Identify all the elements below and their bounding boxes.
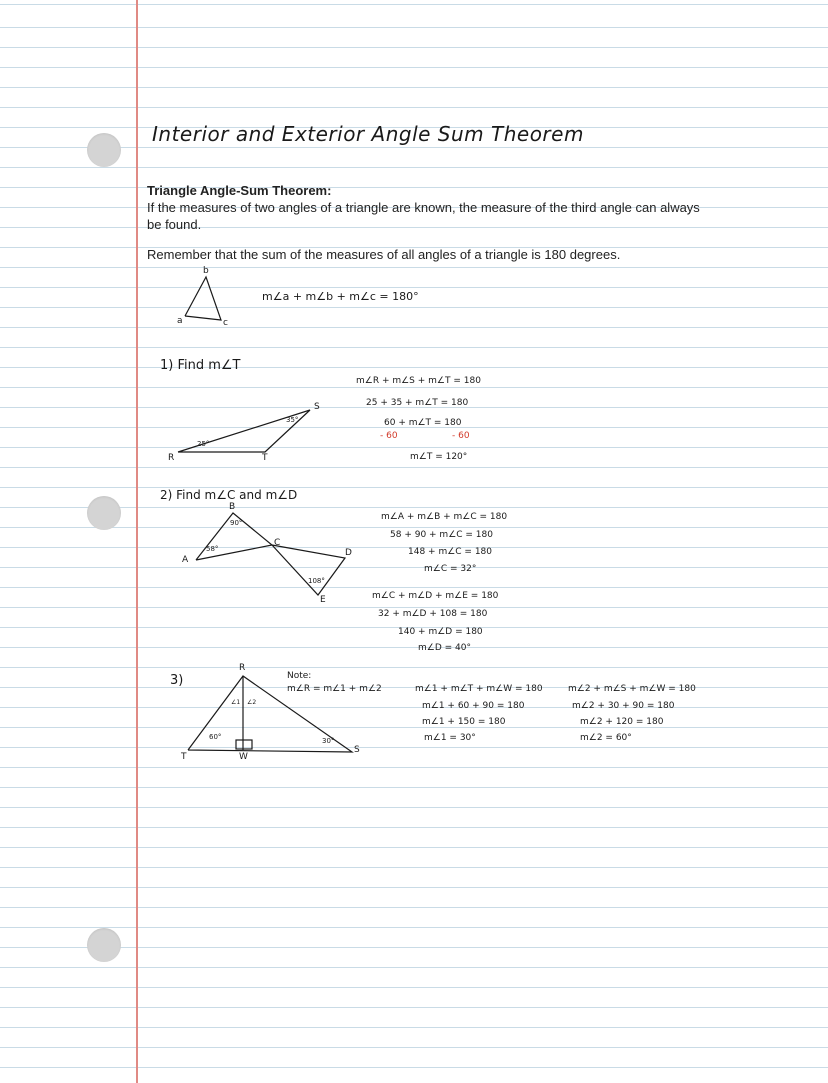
p3-1-step-4: m∠1 = 30° — [424, 733, 476, 743]
triangle-cde — [272, 545, 345, 595]
problem2-label: 2) Find m∠C and m∠D — [160, 488, 298, 502]
problem1-label: 1) Find m∠T — [160, 358, 241, 373]
p1-vertex-r: R — [168, 453, 175, 463]
p1-step-2: 25 + 35 + m∠T = 180 — [366, 398, 469, 408]
theorem-line-2: be found. — [147, 217, 202, 232]
p2-vertex-c: C — [274, 538, 281, 548]
p1-step-4: m∠T = 120° — [410, 452, 468, 462]
p2-vertex-e: E — [320, 595, 326, 605]
p3-2-step-2: m∠2 + 30 + 90 = 180 — [572, 701, 675, 711]
p2-d-step-2: 32 + m∠D + 108 = 180 — [378, 609, 488, 619]
p3-1-step-2: m∠1 + 60 + 90 = 180 — [422, 701, 525, 711]
p1-step-1: m∠R + m∠S + m∠T = 180 — [356, 376, 481, 386]
intro-vertex-c: c — [223, 318, 228, 328]
p3-2-step-1: m∠2 + m∠S + m∠W = 180 — [568, 684, 696, 694]
reminder-text: Remember that the sum of the measures of all angles of a triangle is 180 degrees. — [147, 247, 621, 262]
p3-angle-t: 60° — [209, 733, 222, 741]
p2-vertex-d: D — [345, 548, 352, 558]
p2-d-step-1: m∠C + m∠D + m∠E = 180 — [372, 591, 499, 601]
p3-vertex-w: W — [239, 752, 248, 762]
intro-triangle — [185, 277, 221, 320]
problem3-label: 3) — [170, 673, 184, 688]
p2-angle-b: 90° — [230, 519, 243, 527]
p2-c-step-4: m∠C = 32° — [424, 564, 477, 574]
theorem-line-1: If the measures of two angles of a triangle are known, the measure of the third angle can always — [147, 200, 700, 215]
p2-c-step-3: 148 + m∠C = 180 — [408, 547, 493, 557]
p2-angle-e: 108° — [308, 577, 325, 585]
p3-2-step-3: m∠2 + 120 = 180 — [580, 717, 664, 727]
p3-angle-2: ∠2 — [247, 699, 257, 706]
p1-vertex-s: S — [314, 402, 320, 412]
p3-note-title: Note: — [287, 671, 312, 681]
p2-d-step-4: m∠D = 40° — [418, 643, 471, 653]
p1-subtract-left: - 60 — [380, 431, 398, 441]
p3-2-step-4: m∠2 = 60° — [580, 733, 632, 743]
p3-1-step-3: m∠1 + 150 = 180 — [422, 717, 506, 727]
p1-angle-s: 35° — [286, 416, 299, 424]
p3-vertex-s: S — [354, 745, 360, 755]
p3-vertex-r: R — [239, 663, 246, 673]
p2-d-step-3: 140 + m∠D = 180 — [398, 627, 483, 637]
p3-1-step-1: m∠1 + m∠T + m∠W = 180 — [415, 684, 543, 694]
p2-vertex-a: A — [182, 555, 189, 565]
page-title: Interior and Exterior Angle Sum Theorem — [152, 122, 584, 146]
p2-c-step-2: 58 + 90 + m∠C = 180 — [390, 530, 493, 540]
p2-angle-a: 58° — [206, 545, 219, 553]
intro-vertex-a: a — [177, 316, 183, 326]
p3-angle-1: ∠1 — [231, 699, 241, 706]
p3-note-text: m∠R = m∠1 + m∠2 — [287, 684, 382, 694]
right-angle-mark — [236, 740, 252, 749]
intro-equation: m∠a + m∠b + m∠c = 180° — [262, 290, 419, 303]
theorem-heading: Triangle Angle-Sum Theorem: — [147, 183, 332, 198]
p2-vertex-b: B — [229, 502, 236, 512]
p1-step-3: 60 + m∠T = 180 — [384, 418, 462, 428]
p1-subtract-right: - 60 — [452, 431, 470, 441]
p1-vertex-t: T — [262, 453, 268, 463]
p2-c-step-1: m∠A + m∠B + m∠C = 180 — [381, 512, 508, 522]
p3-angle-s: 30° — [322, 737, 335, 745]
intro-vertex-b: b — [203, 266, 209, 276]
p3-vertex-t: T — [181, 752, 187, 762]
p1-angle-r: 25° — [197, 440, 210, 448]
